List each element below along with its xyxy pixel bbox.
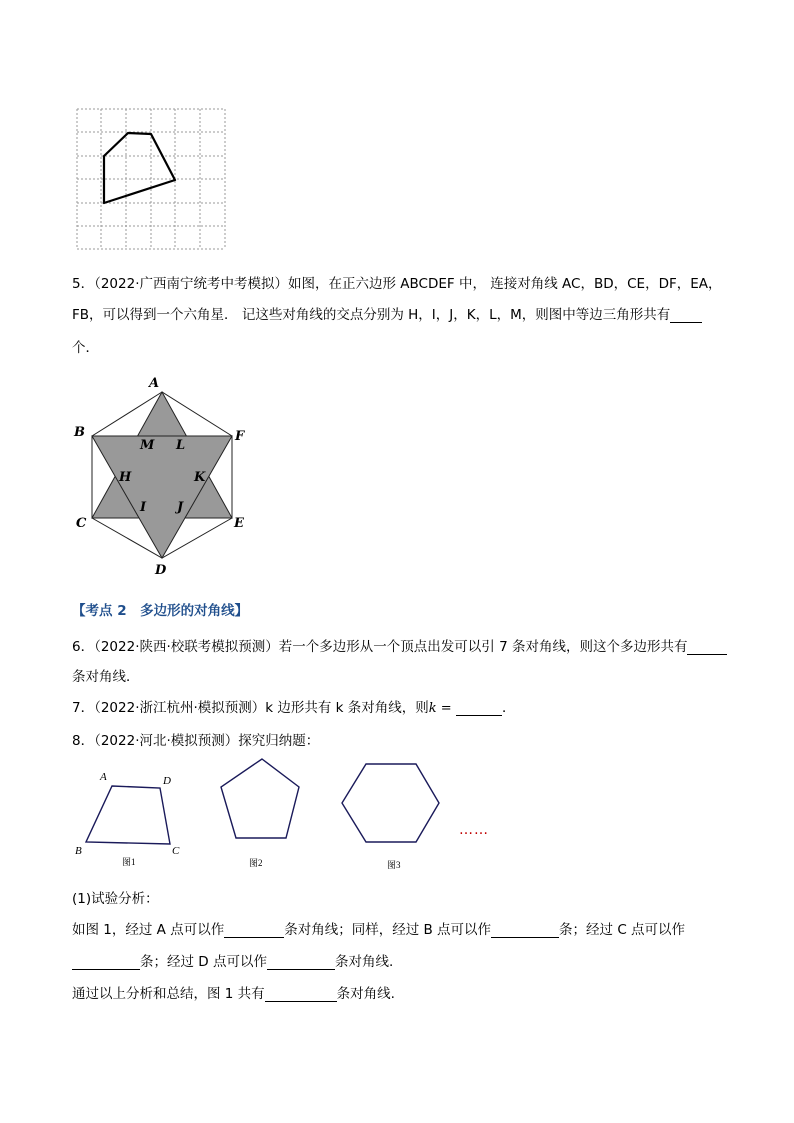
label-E: E [234, 516, 244, 531]
figure2-pentagon [212, 754, 312, 872]
quad-ABCD [86, 786, 170, 844]
q7-answer-blank[interactable] [456, 701, 502, 716]
q8-p1-b: 条对角线；同样，经过 B 点可以作 [284, 922, 492, 938]
label-A: A [149, 376, 160, 391]
q8-p1-c: 条；经过 C 点可以作 [559, 922, 686, 938]
label-F: F [235, 429, 245, 444]
q8-p2-a: 条；经过 D 点可以作 [140, 954, 267, 970]
fig2-caption: 图2 [249, 858, 263, 868]
q8-p3-b: 条对角线. [336, 986, 395, 1002]
blank-from-D[interactable] [267, 955, 335, 970]
q8-p2-b: 条对角线. [334, 954, 394, 970]
blank-from-A[interactable] [224, 923, 284, 938]
figure3-hexagon [332, 756, 452, 874]
q5-line1: 5．（2022·广西南宁统考中考模拟）如图，在正六边形 ABCDEF 中， 连接对角线 AC，BD，CE，DF，EA， [72, 276, 722, 292]
q8-line1: 8．（2022·河北·模拟预测）探究归纳题： [72, 733, 320, 749]
fig1-label-D: D [163, 775, 171, 787]
q8-p1-a: 如图 1，经过 A 点可以作 [72, 922, 225, 938]
blank-from-B[interactable] [491, 923, 559, 938]
q6-line1-text: 6．（2022·陕西·校联考模拟预测）若一个多边形从一个顶点出发可以引 7 条对角线，则这个多边形共有 [72, 639, 688, 655]
continuation-dots: …… [459, 822, 489, 838]
label-J: J [177, 500, 184, 515]
q8-p3-a: 通过以上分析和总结，图 1 共有 [72, 986, 265, 1002]
label-L: L [176, 438, 186, 453]
q6-line1 [72, 635, 727, 655]
q7-text: 7．（2022·浙江杭州·模拟预测）k 边形共有 k 条对角线，则 [72, 700, 429, 716]
figure1-quadrilateral [72, 766, 192, 872]
section-heading: 【考点 2 多边形的对角线】 [72, 603, 249, 619]
hexagon-star-figure [70, 374, 260, 580]
q8-para2 [72, 950, 393, 970]
blank-from-C[interactable] [72, 955, 140, 970]
q5-answer-blank[interactable] [670, 308, 702, 323]
label-D: D [155, 563, 167, 578]
fig1-caption: 图1 [122, 857, 136, 867]
q8-para1 [72, 918, 685, 938]
q7-end: ． [502, 700, 516, 716]
pentagon-shape [221, 759, 299, 838]
q5-line2-text: FB，可以得到一个六角星． 记这些对角线的交点分别为 H，I，J，K，L，M，则图中等边三角形共有 [72, 307, 671, 323]
label-K: K [194, 470, 206, 485]
quadrilateral-shape [104, 133, 175, 203]
q7-variable: k = [428, 701, 452, 716]
label-I: I [140, 500, 147, 515]
fig3-caption: 图3 [387, 860, 401, 870]
fig1-label-C: C [172, 845, 180, 857]
fig1-label-A: A [100, 771, 107, 783]
q8-para3 [72, 982, 395, 1002]
hexagon-shape [342, 764, 439, 842]
grid-lines [77, 109, 225, 249]
label-B: B [74, 425, 85, 440]
q5-line3: 个． [72, 340, 99, 356]
blank-total[interactable] [265, 987, 337, 1002]
q8-sub1: (1)试验分析： [72, 891, 159, 907]
fig1-label-B: B [75, 845, 82, 857]
q6-answer-blank[interactable] [687, 640, 727, 655]
label-H: H [119, 470, 132, 485]
q5-line2 [72, 303, 702, 323]
label-M: M [140, 438, 155, 453]
grid-figure [76, 108, 228, 252]
q7-line [72, 696, 516, 716]
label-C: C [76, 516, 87, 531]
q6-line2: 条对角线． [72, 669, 140, 685]
